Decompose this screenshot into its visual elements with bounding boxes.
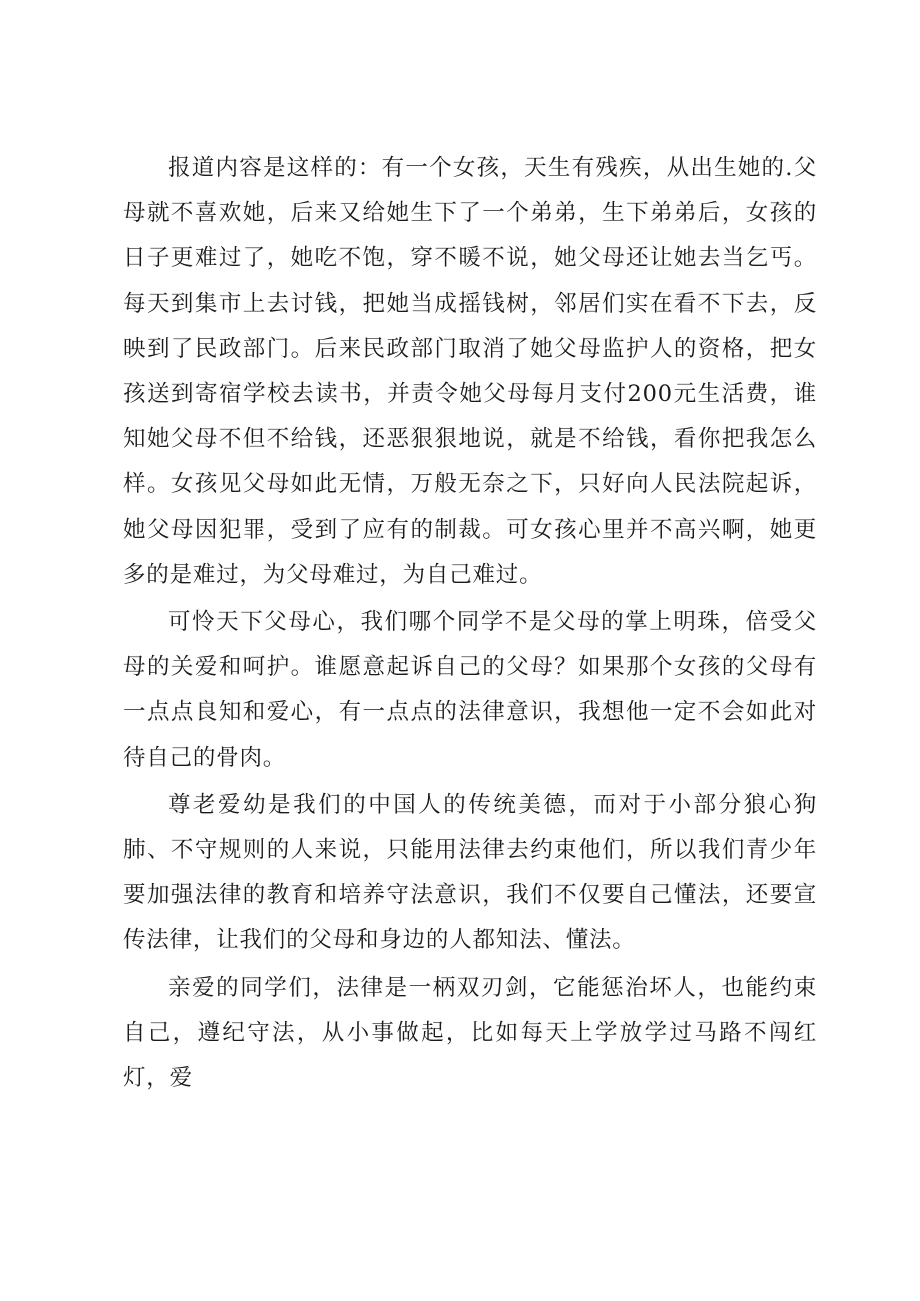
paragraph-report: 报道内容是这样的：有一个女孩，天生有残疾，从出生她的.父母就不喜欢她，后来又给她生下了一个弟弟，生下弟弟后，女孩的日子更难过了，她吃不饱，穿不暖不说，她父母还让她去当乞丐。每天到集市上去讨钱，把她当成摇钱树，邻居们实在看不下去，反映到了民政部门。后来民政部门取消了她父母监护人的资格，把女孩送到寄宿学校去读书，并责令她父母每月支付200元生活费，谁知她父母不但不给钱，还恶狠狠地说，就是不给钱，看你把我怎么样。女孩见父母如此无情，万般无奈之下，只好向人民法院起诉，她父母因犯罪，受到了应有的制裁。可女孩心里并不高兴啊，她更多的是难过，为父母难过，为自己难过。 (123, 155, 817, 588)
paragraph-virtues: 尊老爱幼是我们的中国人的传统美德，而对于小部分狼心狗肺、不守规则的人来说，只能用法律去约束他们，所以我们青少年要加强法律的教育和培养守法意识，我们不仅要自己懂法，还要宣传法律，让我们的父母和身边的人都知法、懂法。 (123, 791, 817, 954)
paragraph-appeal: 亲爱的同学们，法律是一柄双刃剑，它能惩治坏人，也能约束自己，遵纪守法，从小事做起，比如每天上学放学过马路不闯红灯，爱 (123, 974, 817, 1092)
document-body (123, 146, 817, 1103)
paragraph-parents-love: 可怜天下父母心，我们哪个同学不是父母的掌上明珠，倍受父母的关爱和呵护。谁愿意起诉自己的父母？如果那个女孩的父母有一点点良知和爱心，有一点点的法律意识，我想他一定不会如此对待自己的骨肉。 (123, 609, 817, 771)
